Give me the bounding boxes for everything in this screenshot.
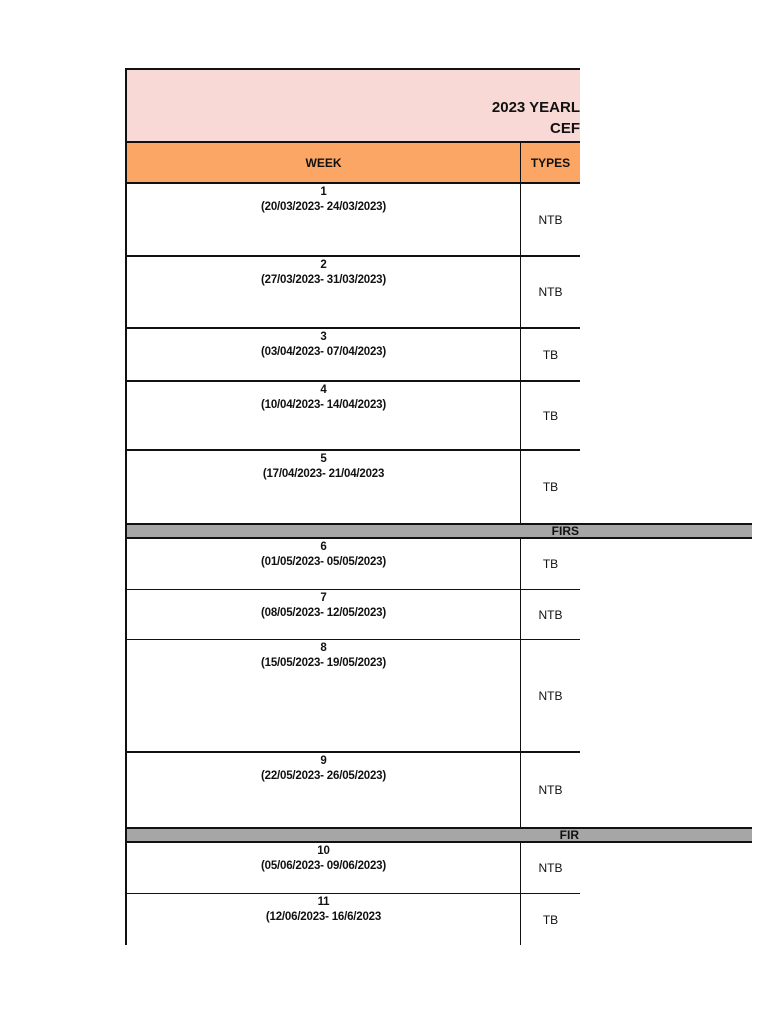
- section-separator: [125, 827, 752, 843]
- week-dates: (05/06/2023- 09/06/2023): [261, 860, 386, 872]
- week-dates: (12/06/2023- 16/6/2023: [265, 911, 382, 923]
- type-cell: NTB: [538, 861, 563, 875]
- week-number: 11: [317, 896, 330, 908]
- table-row: [125, 451, 580, 523]
- week-cell: [127, 451, 521, 523]
- table-row: [125, 382, 580, 451]
- type-cell: NTB: [538, 607, 563, 622]
- week-number: 6: [320, 541, 327, 553]
- week-number: 2: [320, 259, 327, 271]
- type-cell: TB: [542, 347, 559, 362]
- type-cell: TB: [542, 557, 559, 571]
- week-dates: (08/05/2023- 12/05/2023): [261, 607, 386, 619]
- week-dates: (27/03/2023- 31/03/2023): [261, 274, 386, 286]
- week-dates: (20/03/2023- 24/03/2023): [261, 201, 386, 213]
- week-cell: [127, 753, 521, 827]
- week-dates: (22/05/2023- 26/05/2023): [261, 770, 386, 782]
- type-cell: TB: [542, 408, 559, 423]
- week-cell: [127, 184, 521, 255]
- week-dates: (10/04/2023- 14/04/2023): [261, 399, 386, 411]
- table-row: [125, 894, 580, 945]
- week-number: 9: [320, 755, 327, 767]
- week-column-header: WEEK: [127, 143, 521, 182]
- week-cell: [127, 329, 521, 380]
- week-cell: [127, 894, 521, 945]
- week-cell: [127, 257, 521, 327]
- week-dates: (03/04/2023- 07/04/2023): [261, 346, 386, 358]
- title-line-2: CEF: [550, 120, 580, 137]
- week-number: 4: [320, 384, 327, 396]
- table-row: [125, 753, 580, 827]
- type-cell: NTB: [538, 783, 563, 797]
- week-cell: [127, 539, 521, 589]
- section-separator: [125, 523, 752, 539]
- type-cell: NTB: [538, 688, 563, 703]
- type-cell: TB: [542, 912, 559, 927]
- title-banner: [125, 68, 580, 143]
- week-cell: [127, 382, 521, 449]
- table-row: [125, 640, 580, 753]
- week-number: 5: [320, 453, 327, 465]
- types-column-header: TYPES: [530, 155, 571, 170]
- table-row: [125, 257, 580, 329]
- week-number: 10: [317, 845, 330, 857]
- table-row: [125, 184, 580, 257]
- table-row: [125, 329, 580, 382]
- week-number: 3: [320, 331, 327, 343]
- week-cell: [127, 590, 521, 639]
- table-row: [125, 590, 580, 640]
- table-row: [125, 539, 580, 590]
- week-dates: (15/05/2023- 19/05/2023): [261, 657, 386, 669]
- week-number: 1: [320, 186, 327, 198]
- separator-label: FIR: [559, 829, 579, 841]
- week-dates: (17/04/2023- 21/04/2023: [262, 468, 385, 480]
- separator-label: FIRS: [551, 525, 579, 537]
- type-cell: TB: [542, 480, 559, 494]
- type-cell: NTB: [538, 285, 563, 299]
- week-number: 8: [320, 642, 327, 654]
- table-row: [125, 843, 580, 894]
- title-line-1: 2023 YEARL: [491, 99, 580, 116]
- week-cell: [127, 640, 521, 751]
- week-cell: [127, 843, 521, 893]
- week-dates: (01/05/2023- 05/05/2023): [261, 556, 386, 568]
- week-number: 7: [320, 592, 327, 604]
- type-cell: NTB: [538, 212, 563, 227]
- table-header: [125, 143, 580, 184]
